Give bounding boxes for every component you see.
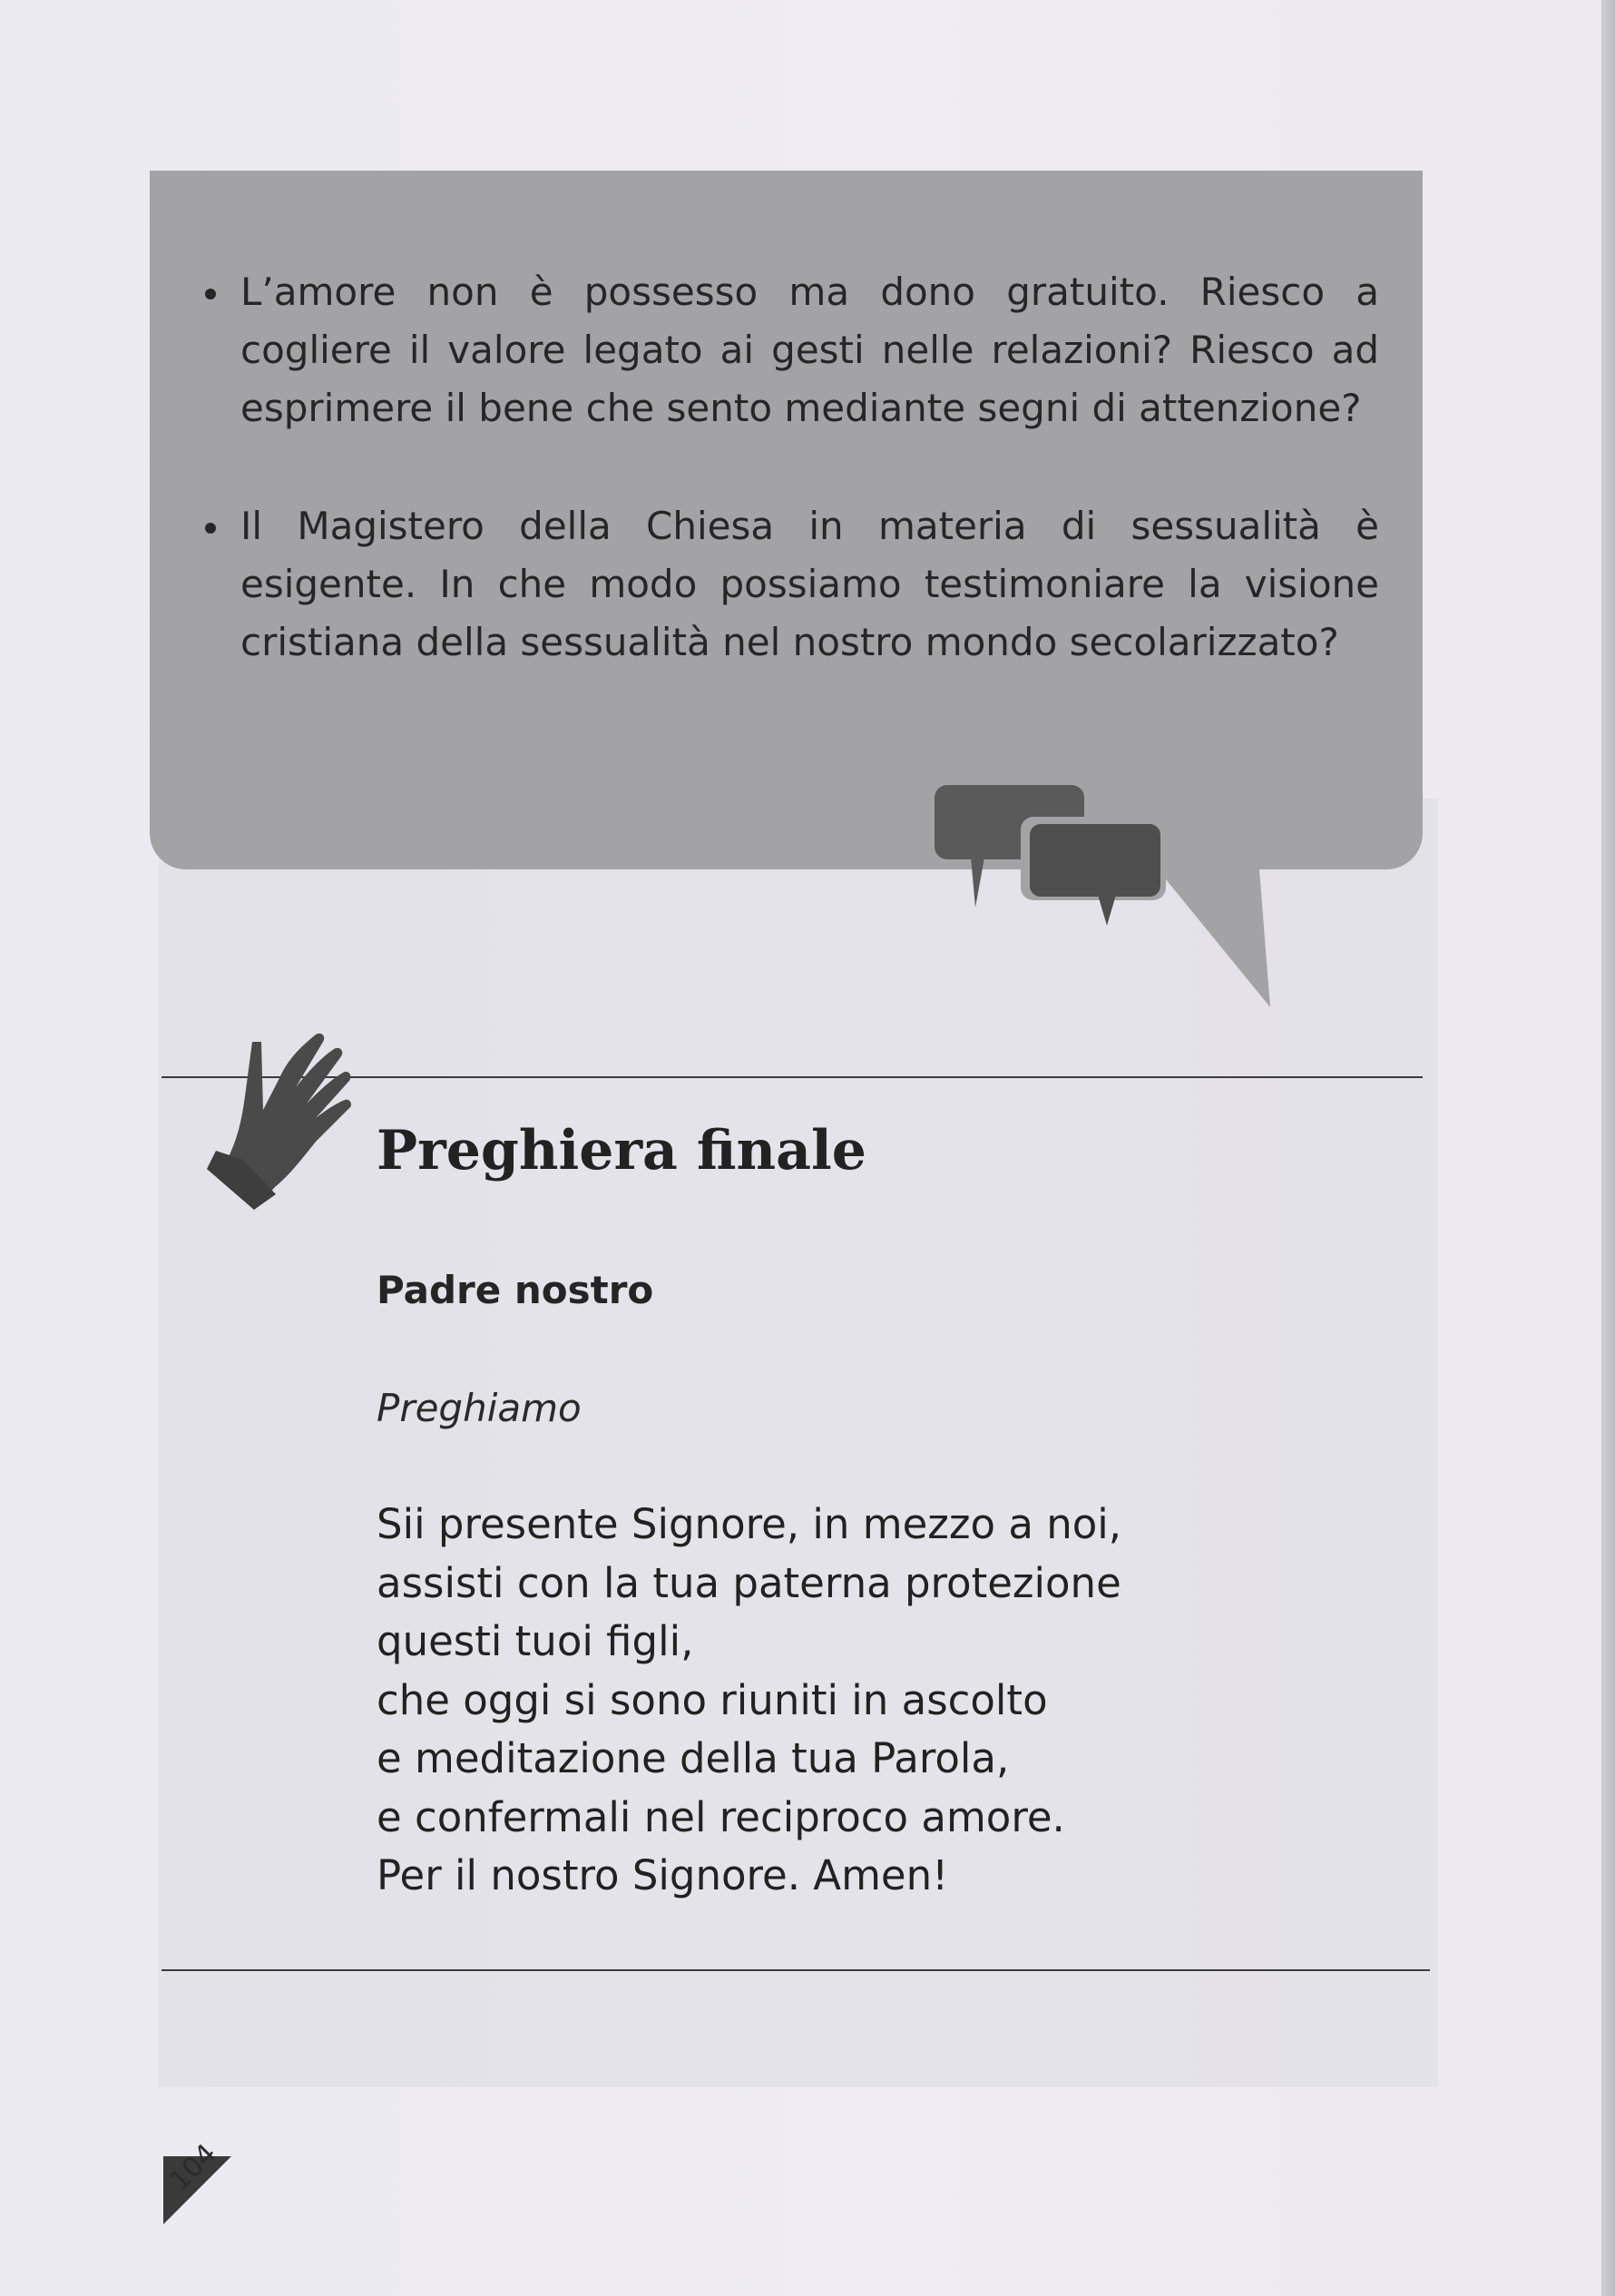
- discussion-questions: [200, 263, 1379, 731]
- chat-bubbles-icon: [930, 780, 1166, 935]
- prayer-line: assisti con la tua paterna protezione: [377, 1558, 1121, 1607]
- prayer-line: e meditazione della tua Parola,: [377, 1734, 1010, 1782]
- page-edge: [1601, 0, 1615, 2296]
- prayer-intro: Preghiamo: [377, 1386, 582, 1430]
- prayer-line: Per il nostro Signore. Amen!: [377, 1851, 949, 1899]
- prayer-name: Padre nostro: [377, 1268, 654, 1312]
- prayer-line: che oggi si sono riuniti in ascolto: [377, 1675, 1048, 1724]
- page-number: 104: [163, 2137, 223, 2197]
- section-divider-bottom: [162, 1969, 1430, 1971]
- prayer-line: questi tuoi figli,: [377, 1617, 694, 1665]
- discussion-question: L’amore non è possesso ma dono gratuito. Riesco a cogliere il valore legato ai gesti nelle relazioni? Riesco ad esprimere il bene che sento mediante segni di attenzione?: [200, 263, 1379, 437]
- prayer-line: e confermali nel reciproco amore.: [377, 1792, 1065, 1841]
- discussion-question: Il Magistero della Chiesa in materia di sessualità è esigente. In che modo possiamo testimoniare la visione cristiana della sessualità nel nostro mondo secolarizzato?: [200, 497, 1379, 672]
- prayer-text: [377, 1496, 1121, 1906]
- section-title: Preghiera finale: [377, 1119, 866, 1182]
- praying-hands-icon: [189, 1024, 361, 1214]
- prayer-line: Sii presente Signore, in mezzo a noi,: [377, 1500, 1122, 1548]
